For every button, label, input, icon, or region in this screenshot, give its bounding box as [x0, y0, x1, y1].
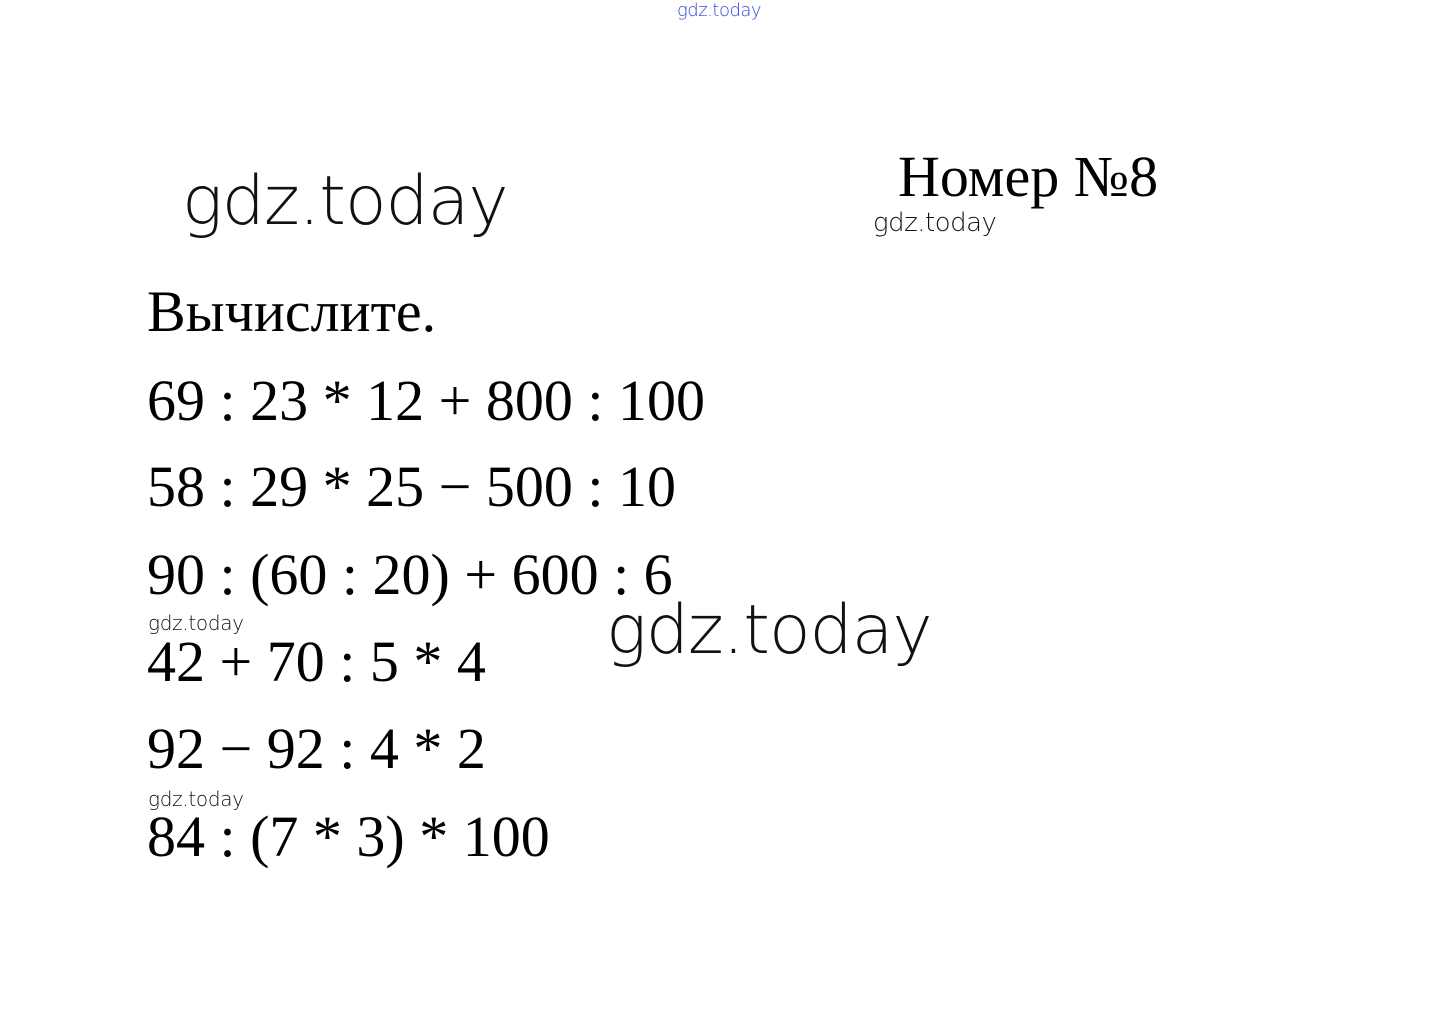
- watermark-small: gdz.today: [873, 208, 997, 238]
- page-title: Номер №8: [898, 144, 1159, 209]
- watermark-large: gdz.today: [182, 162, 508, 241]
- expression-3: 90 : (60 : 20) + 600 : 6: [147, 542, 673, 607]
- expression-4: 42 + 70 : 5 * 4: [147, 629, 486, 694]
- watermark-top: gdz.today: [677, 0, 762, 21]
- expression-2: 58 : 29 * 25 − 500 : 10: [147, 454, 676, 519]
- watermark-small: gdz.today: [148, 611, 244, 635]
- task-instruction: Вычислите.: [147, 279, 437, 344]
- expression-6: 84 : (7 * 3) * 100: [147, 804, 550, 869]
- expression-5: 92 − 92 : 4 * 2: [147, 716, 486, 781]
- watermark-small: gdz.today: [148, 787, 244, 811]
- expression-1: 69 : 23 * 12 + 800 : 100: [147, 368, 705, 433]
- watermark-large: gdz.today: [606, 591, 932, 670]
